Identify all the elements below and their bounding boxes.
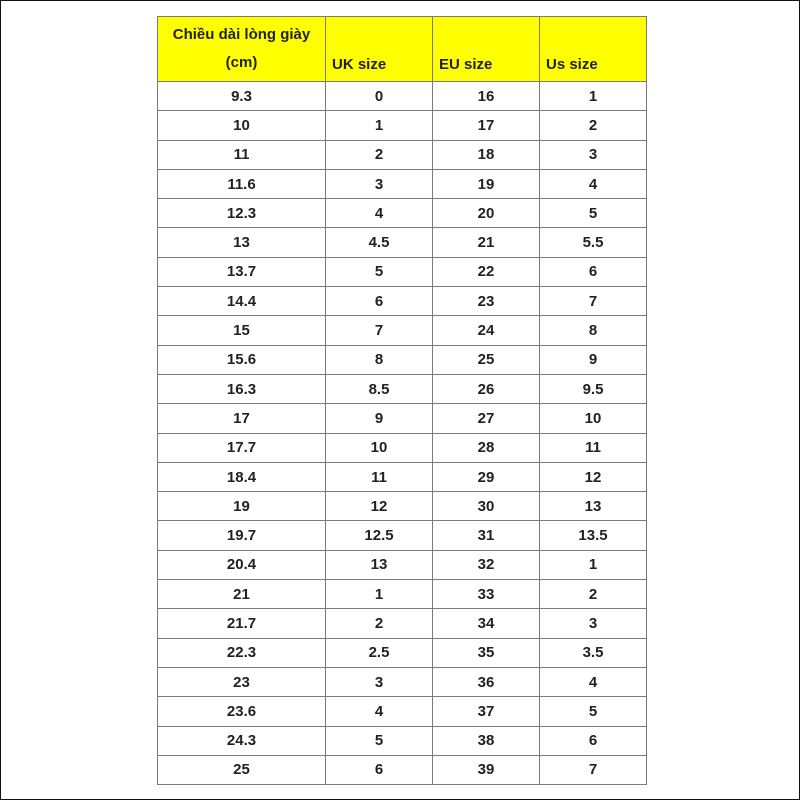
header-us-size: Us size [540, 17, 647, 82]
cell-insole-length: 24.3 [158, 726, 326, 755]
cell-eu-size: 22 [433, 257, 540, 286]
table-row [158, 345, 647, 374]
cell-us-size: 1 [540, 550, 647, 579]
cell-eu-size: 38 [433, 726, 540, 755]
cell-uk-size: 13 [326, 550, 433, 579]
cell-insole-length: 15.6 [158, 345, 326, 374]
table-row [158, 404, 647, 433]
cell-us-size: 3.5 [540, 638, 647, 667]
cell-uk-size: 5 [326, 726, 433, 755]
cell-eu-size: 27 [433, 404, 540, 433]
cell-us-size: 7 [540, 287, 647, 316]
cell-us-size: 5.5 [540, 228, 647, 257]
cell-us-size: 2 [540, 111, 647, 140]
cell-eu-size: 34 [433, 609, 540, 638]
cell-us-size: 4 [540, 169, 647, 198]
cell-eu-size: 32 [433, 550, 540, 579]
cell-uk-size: 4 [326, 199, 433, 228]
cell-us-size: 4 [540, 667, 647, 696]
cell-insole-length: 23 [158, 667, 326, 696]
cell-us-size: 7 [540, 755, 647, 784]
cell-insole-length: 21 [158, 580, 326, 609]
table-row [158, 287, 647, 316]
cell-eu-size: 31 [433, 521, 540, 550]
cell-insole-length: 9.3 [158, 82, 326, 111]
cell-insole-length: 13 [158, 228, 326, 257]
table-row [158, 433, 647, 462]
cell-insole-length: 19 [158, 492, 326, 521]
cell-eu-size: 18 [433, 140, 540, 169]
cell-us-size: 8 [540, 316, 647, 345]
table-row [158, 609, 647, 638]
cell-us-size: 3 [540, 140, 647, 169]
cell-uk-size: 11 [326, 462, 433, 491]
cell-us-size: 5 [540, 697, 647, 726]
header-insole-length-cm: Chiều dài lòng giày (cm) [158, 17, 326, 82]
cell-insole-length: 10 [158, 111, 326, 140]
cell-uk-size: 8 [326, 345, 433, 374]
cell-us-size: 1 [540, 82, 647, 111]
table-row [158, 521, 647, 550]
cell-uk-size: 3 [326, 169, 433, 198]
cell-insole-length: 19.7 [158, 521, 326, 550]
cell-us-size: 5 [540, 199, 647, 228]
cell-insole-length: 15 [158, 316, 326, 345]
table-row [158, 82, 647, 111]
header-row [158, 17, 647, 82]
cell-eu-size: 17 [433, 111, 540, 140]
cell-us-size: 6 [540, 257, 647, 286]
cell-uk-size: 6 [326, 755, 433, 784]
cell-uk-size: 1 [326, 580, 433, 609]
cell-insole-length: 13.7 [158, 257, 326, 286]
cell-eu-size: 26 [433, 374, 540, 403]
cell-eu-size: 28 [433, 433, 540, 462]
cell-uk-size: 3 [326, 667, 433, 696]
cell-us-size: 2 [540, 580, 647, 609]
cell-insole-length: 25 [158, 755, 326, 784]
table-row [158, 697, 647, 726]
cell-us-size: 9.5 [540, 374, 647, 403]
table-row [158, 111, 647, 140]
table-row [158, 492, 647, 521]
cell-uk-size: 8.5 [326, 374, 433, 403]
cell-eu-size: 24 [433, 316, 540, 345]
table-row [158, 550, 647, 579]
table-row [158, 199, 647, 228]
cell-eu-size: 25 [433, 345, 540, 374]
header-eu-size: EU size [433, 17, 540, 82]
table-row [158, 580, 647, 609]
cell-insole-length: 11 [158, 140, 326, 169]
cell-eu-size: 30 [433, 492, 540, 521]
cell-eu-size: 16 [433, 82, 540, 111]
cell-uk-size: 4.5 [326, 228, 433, 257]
cell-uk-size: 1 [326, 111, 433, 140]
cell-us-size: 6 [540, 726, 647, 755]
cell-eu-size: 23 [433, 287, 540, 316]
table-row [158, 228, 647, 257]
cell-insole-length: 11.6 [158, 169, 326, 198]
table-row [158, 169, 647, 198]
cell-us-size: 11 [540, 433, 647, 462]
table-row [158, 462, 647, 491]
cell-insole-length: 23.6 [158, 697, 326, 726]
table-row [158, 726, 647, 755]
cell-uk-size: 10 [326, 433, 433, 462]
cell-eu-size: 39 [433, 755, 540, 784]
cell-eu-size: 36 [433, 667, 540, 696]
header-uk-size: UK size [326, 17, 433, 82]
cell-insole-length: 21.7 [158, 609, 326, 638]
cell-uk-size: 5 [326, 257, 433, 286]
cell-us-size: 13.5 [540, 521, 647, 550]
cell-eu-size: 29 [433, 462, 540, 491]
cell-uk-size: 7 [326, 316, 433, 345]
cell-uk-size: 6 [326, 287, 433, 316]
cell-uk-size: 12 [326, 492, 433, 521]
cell-us-size: 3 [540, 609, 647, 638]
cell-insole-length: 22.3 [158, 638, 326, 667]
table-row [158, 638, 647, 667]
table-row [158, 257, 647, 286]
cell-uk-size: 9 [326, 404, 433, 433]
table-header [158, 17, 647, 82]
cell-uk-size: 0 [326, 82, 433, 111]
cell-eu-size: 35 [433, 638, 540, 667]
cell-us-size: 9 [540, 345, 647, 374]
cell-eu-size: 21 [433, 228, 540, 257]
cell-us-size: 13 [540, 492, 647, 521]
cell-uk-size: 12.5 [326, 521, 433, 550]
cell-eu-size: 33 [433, 580, 540, 609]
cell-uk-size: 2 [326, 609, 433, 638]
shoe-size-table [157, 16, 647, 785]
cell-insole-length: 18.4 [158, 462, 326, 491]
table-body [158, 82, 647, 785]
table-row [158, 374, 647, 403]
cell-eu-size: 37 [433, 697, 540, 726]
cell-us-size: 12 [540, 462, 647, 491]
table-row [158, 140, 647, 169]
cell-insole-length: 12.3 [158, 199, 326, 228]
cell-uk-size: 4 [326, 697, 433, 726]
cell-insole-length: 20.4 [158, 550, 326, 579]
cell-insole-length: 14.4 [158, 287, 326, 316]
cell-insole-length: 17.7 [158, 433, 326, 462]
cell-us-size: 10 [540, 404, 647, 433]
cell-eu-size: 19 [433, 169, 540, 198]
cell-insole-length: 17 [158, 404, 326, 433]
table-row [158, 316, 647, 345]
table-row [158, 667, 647, 696]
cell-eu-size: 20 [433, 199, 540, 228]
cell-uk-size: 2 [326, 140, 433, 169]
cell-insole-length: 16.3 [158, 374, 326, 403]
cell-uk-size: 2.5 [326, 638, 433, 667]
table-row [158, 755, 647, 784]
